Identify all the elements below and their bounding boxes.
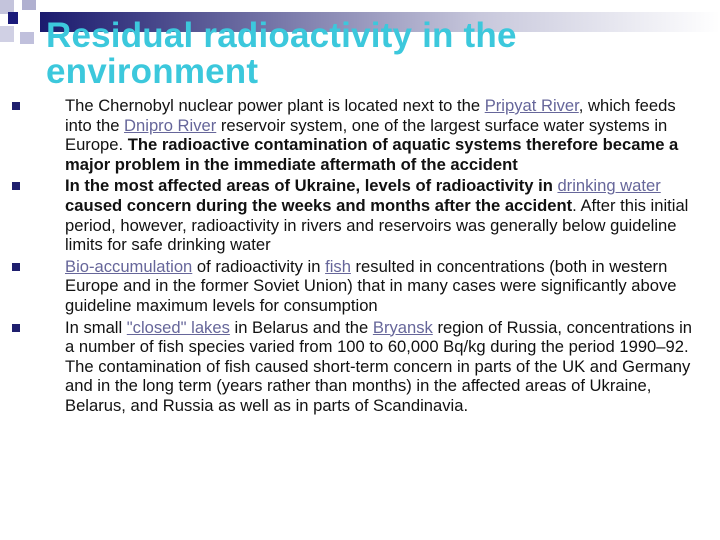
hyperlink[interactable]: Pripyat River [484,96,579,115]
bold-text: The radioactive contamination of aquatic systems therefore became a major problem in the immediate aftermath of the accident [65,135,679,174]
square-bullet-icon [12,182,20,190]
slide-title: Residual radioactivity in the environment [46,16,517,91]
bold-text: caused concern during the weeks and months after the accident [65,195,573,215]
bullet-list [0,96,720,418]
bold-text: In the most affected areas of Ukraine, levels of radioactivity in [65,176,558,196]
hyperlink[interactable]: fish [325,256,351,276]
body-text: region of Russia, concentrations in a number of fish species varied from 100 to 60,000 Bq/kg during the period 1990–92. The contamination of fish caused short-term concern in parts of the UK and Germany and in the long term (years rather than months) in the affected areas of Ukraine, Belarus, and Russia as well as in parts of Scandinavia. [65,317,693,415]
bullet-item [0,257,720,316]
hyperlink[interactable]: Bio-accumulation [65,256,193,276]
body-text: in Belarus and the [229,317,373,337]
square-bullet-icon [12,324,20,332]
bullet-item [0,318,720,416]
decor-square [0,26,14,42]
body-text: The Chernobyl nuclear power plant is located next to the [65,96,485,115]
square-bullet-icon [12,263,20,271]
body-text: , which feeds into the [65,96,676,135]
body-text: resulted in concentrations (both in western Europe and in the former Soviet Union) that in many cases were significantly above guideline maximum levels for consumption [65,256,677,315]
body-text: In small [65,317,127,337]
hyperlink[interactable]: drinking water [557,176,661,196]
decor-square [20,32,34,44]
body-text: . After this initial period, however, radioactivity in rivers and reservoirs was generally below guideline limits for safe drinking water [65,195,689,255]
square-bullet-icon [12,102,20,110]
bullet-item [0,176,720,254]
bullet-item [0,96,720,174]
hyperlink[interactable]: "closed" lakes [126,317,230,337]
decor-square [22,0,36,10]
hyperlink[interactable]: Dnipro River [124,115,217,135]
hyperlink[interactable]: Bryansk [372,317,433,337]
body-text: reservoir system, one of the largest surface water systems in Europe. [65,115,668,155]
decor-square [8,12,18,24]
body-text: of radioactivity in [192,256,326,276]
